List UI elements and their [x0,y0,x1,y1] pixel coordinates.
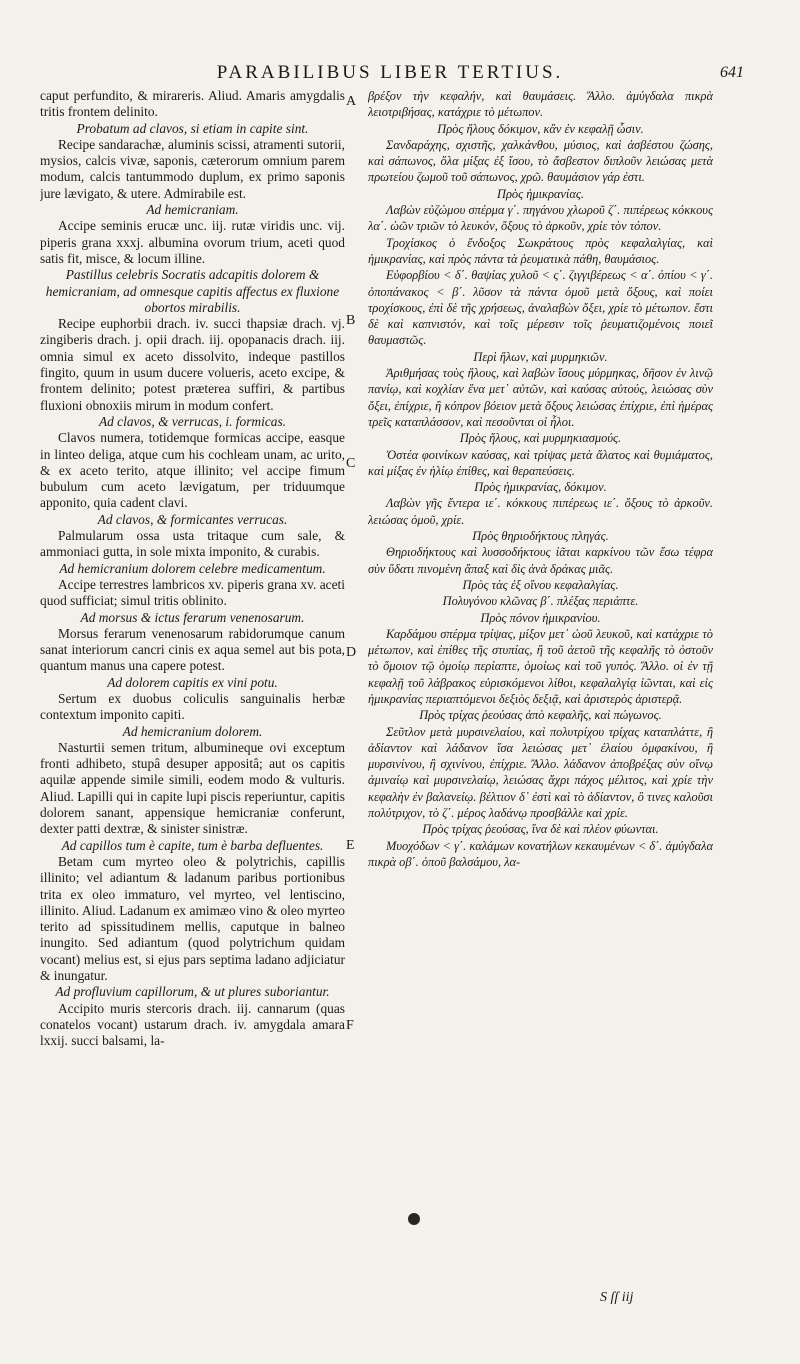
margin-letter-b: B [346,313,356,328]
section-heading: Πολυγόνου κλῶνας β΄. πλέξας περιάπτε. [442,594,639,609]
section-heading: Πρὸς θηριοδήκτους πληγάς. [472,529,609,544]
paragraph: Betam cum myrteo oleo & polytrichis, capillis illinito; vel adiantum & ladanum paribus portionibus trita ex oleo immaturo, vel myrteo, vel lentiscino, illinito. Aliud. Ladanum ex amimæo vino & oleo myrteo terito ad spissitudinem mellis, caputque in balneo inungito. Sed adiantum (quod polytrichum quidam vocant) melius est, si ejus pars septima ladano adjiciatur & inungatur. [40,853,345,984]
section-heading: Πρὸς ἡμικρανίας. [497,186,584,201]
paragraph: Μυοχόδων < γ΄. καλάμων κονατήλων κεκαυμένων < δ΄. ἀμύγδαλα πικρὰ οβ΄. ὀποῦ βαλσάμου, λα- [368,838,713,869]
section-heading: Ad capillos tum è capite, tum è barba defluentes. [61,837,324,853]
paragraph: Τροχίσκος ὁ ἔνδοξος Σωκράτους πρὸς κεφαλαλγίας, καὶ ἡμικρανίας, καὶ πρὸς πάντα τὰ ῥευματικὰ πάθη, θαυμάσιος. [368,235,713,266]
paragraph: Accipe seminis erucæ unc. iij. rutæ viridis unc. vij. piperis grana xxxj. albumina ovorum trium, aceti quod satis fit, misce, & locum illine. [40,218,345,266]
margin-letters [344,88,366,1318]
section-heading: Πρὸς τὰς ἐξ οἴνου κεφαλαλγίας. [462,577,619,592]
ornament-dot [408,1213,420,1225]
paragraph: Morsus ferarum venenosarum rabidorumque canum sanat interiorum cancri cinis ex aqua semel aut bis pota, quantum manus una capere potest. [40,625,345,674]
section-heading: Ad hemicranium dolorem celebre medicamentum. [59,560,326,576]
section-heading: Ad clavos, & formicantes verrucas. [97,511,288,527]
paragraph: Accipe terrestres lambricos xv. piperis grana xv. aceti quod sufficiat; simul tritis oblinito. [40,576,345,609]
paragraph: Clavos numera, totidemque formicas accipe, easque in linteo deliga, atque cum his cochleam unam, ac urito, & ex aceto terito, atque illinito; vel accipe fimum bubulum cum aceto lævigatum, per triduumque apponito, quia cadent clavi. [40,430,345,511]
paragraph: Accipito muris stercoris drach. iij. cannarum (quas conatelos vocant) ustarum drach. iv. amygdala amara lxxij. succi balsami, la- [40,1000,345,1049]
paragraph: Nasturtii semen tritum, albumineque ovi exceptum fronti adhibeto, stupâ desuper appositâ; aut os capitis aquilæ appende simile simili, eodem modo & vulturis. Aliud. Lapilli qui in capite lupi piscis reperiuntur, capitis dolorem sanant, appensique hemicraniæ conferunt, dexter patti dextræ, & sinister sinistræ. [40,739,345,837]
greek-column [368,88,713,1318]
paragraph: Σεῦτλον μετὰ μυρσινελαίου, καὶ πολυτρίχου τρίχας καταπλάττε, ἢ ἀδίαντον καὶ λάδανον ἴσα λειώσας μετ᾽ ἐλαίου ὀμφακίνου, ἢ μυρσινίνου, ἢ σχινίνου, ἐπίχριε. Ἄλλο. λάδανον ἀποβρέξας σὺν οἴνῳ ἀμιναίῳ καὶ μυρσινελαίῳ, λειώσας ἄχρι πάχος μέλιτος, καὶ χρίε τὴν κεφαλὴν ἐν βαλανείῳ. βέλτιον δ᾽ ἐστὶ καὶ τὸ ἀδίαντον, ὃ τινες καλοῦσι πολύτριχον, τὸ ζ΄. μέρος λαδάνῳ προσβάλλε καὶ χρίε. [368,724,713,821]
margin-letter-f: F [346,1018,354,1033]
paragraph: Recipe sandarachæ, aluminis scissi, atramenti sutorii, mysios, calcis vivæ, saponis, cæterorum omnium parem modum, calcis tantummodo duplum, ex primo saponis jure lævigato, & utere. Admirabile est. [40,136,345,201]
section-heading: Πρὸς ἥλους, καὶ μυρμηκιασμούς. [459,431,622,446]
section-heading: Ad hemicraniam. [146,202,239,218]
section-heading: Πρὸς πόνον ἡμικρανίου. [480,610,601,625]
section-heading: Probatum ad clavos, si etiam in capite sint. [76,120,309,136]
paragraph: Θηριοδήκτους καὶ λυσσοδήκτους ἰᾶται καρκίνου τῶν ἔσω τέφρα σὺν ὕδατι πινομένη ἅπαξ καὶ δὶς ἀνὰ δράκας μιᾶς. [368,545,713,576]
section-heading: Πρὸς ἡμικρανίας, δόκιμον. [474,480,607,495]
paragraph: Λαβὼν εὐζώμου σπέρμα γ΄. πηγάνου χλωροῦ ζ΄. πιπέρεως κόκκους λα΄. ὠῶν τριῶν τὸ λευκόν, ὄξους τὸ ἀρκοῦν, χρίε τὸν τόπον. [368,203,713,234]
paragraph: Sertum ex duobus coliculis sanguinalis herbæ contextum imponito capiti. [40,690,345,723]
signature-mark: S ſſ iij [600,1290,634,1305]
paragraph: Palmularum ossa usta tritaque cum sale, & ammoniaci gutta, in sole mixta imponito, & curabis. [40,528,345,560]
paragraph: Σανδαράχης, σχιστῆς, χαλκάνθου, μύσιος, καὶ ἀσβέστου ζώσης, καὶ σάπωνος, ὅλα μίξας ἐξ ἴσου, τὸ ἄσβεστον διπλοῦν λειώσας μετὰ πρωτείου ζωμοῦ τοῦ σάπωνος, χρῶ. θαυμάσιον γάρ ἐστι. [368,137,713,185]
margin-letter-a: A [346,94,357,109]
margin-letter-d: D [346,645,357,660]
section-heading: Πρὸς τρίχας ῥεούσας ἀπὸ κεφαλῆς, καὶ πώγωνος. [419,708,662,723]
section-heading: Ad morsus & ictus ferarum venenosarum. [80,609,305,625]
section-heading: Πρὸς ἥλους δόκιμον, κἂν ἐν κεφαλῇ ὦσιν. [437,121,644,136]
margin-letter-e: E [346,838,355,853]
paragraph: Εὐφορβίου < δ΄. θαψίας χυλοῦ < ς΄. ζιγγιβέρεως < α΄. ὀπίου < γ΄. ὀποπάνακος < β΄. λῦσον τὰ πάντα ὁμοῦ μετὰ ὄξους, καὶ ποίει τροχίσκους, ἐπὶ δὲ τῆς χρήσεως, ἀναλαβὼν ὄξει, χρίε τὸ μέτωπον. ἔστι δὲ καὶ καπνιστόν, καὶ τοῖς μέρεσιν τοῖς ῥευματιζομένοις ποιεῖ θαυμαστῶς. [368,268,713,348]
paragraph: Ὀστέα φοινίκων καύσας, καὶ τρίψας μετὰ ἅλατος καὶ θυμιάματος, καὶ μίξας ἐν ἡλίῳ ἐπίθες, καὶ θεραπεύσεις. [368,447,713,478]
section-heading: Ad hemicranium dolorem. [122,723,263,739]
running-title: PARABILIBUS LIBER TERTIUS. [216,62,564,83]
paragraph: Λαβὼν γῆς ἔντερα ιε΄. κόκκους πιπέρεως ιε΄. ὄξους τὸ ἀρκοῦν. λειώσας ὁμοῦ, χρίε. [368,496,713,527]
page-number: 641 [720,64,744,81]
paragraph: caput perfundito, & mirareris. Aliud. Amaris amygdalis tritis frontem delinito. [40,88,345,120]
section-heading: Ad profluvium capillorum, & ut plures suboriantur. [55,984,330,1000]
section-heading: Περὶ ἥλων, καὶ μυρμηκιῶν. [473,349,608,364]
section-heading: Pastillus celebris Socratis adcapitis dolorem & hemicraniam, ad omnesque capitis affectus ex fluxione obortos mirabilis. [45,267,340,315]
paragraph: Καρδάμου σπέρμα τρίψας, μίξον μετ᾽ ὠοῦ λευκοῦ, καὶ κατάχριε τὸ μέτωπον, καὶ ἐπίθες τῆς στυπίας, ἢ τοῦ ἀετοῦ τῆς κεφαλῆς τὸ ὀστοῦν τὸ ὅμοιον τῷ ὁμοίῳ περίαπτε, ὁμοίως καὶ τοῦ γυπός. Ἄλλο. οἱ ἐν τῇ κεφαλῇ τοῦ λάβρακος εὑρισκόμενοι λίθοι, κεφαλαλγίᾳ ἰῶνται, καὶ εἰς ἡμικρανίας περιαπτόμενοι δεξιὸς δεξιᾷ, καὶ ἀριστερὸς ἀριστερᾷ. [368,626,713,706]
latin-column [40,88,345,1318]
paragraph: Recipe euphorbii drach. iv. succi thapsiæ drach. vj. zingiberis drach. j. opii drach. iij. opopanacis drach. iij. omnia simul ex aceto dissolvito, indeque pastillos fingito, quum in usum ducere volueris, aceto excipe, & frontem delinito; potest præterea suffiri, & partibus fluxioni obnoxiis mirum in modum confert. [40,316,345,413]
paragraph: βρέξον τὴν κεφαλήν, καὶ θαυμάσεις. Ἄλλο. ἀμύγδαλα πικρὰ λειοτριβήσας, κατάχριε τὸ μέτωπον. [368,89,713,120]
section-heading: Ad dolorem capitis ex vini potu. [107,674,278,690]
section-heading: Πρὸς τρίχας ῥεούσας, ἵνα δὲ καὶ πλέον φύωνται. [422,822,659,837]
margin-letter-c: C [346,456,356,471]
section-heading: Ad clavos, & verrucas, i. formicas. [98,413,287,429]
running-head [0,62,800,84]
paragraph: Ἀριθμήσας τοὺς ἥλους, καὶ λαβὼν ἴσους μύρμηκας, δῆσον ἐν λινῷ πανίῳ, καὶ κοχλίαν ἕνα μετ᾽ αὐτῶν, καὶ καύσας αὐτούς, λειώσας σὺν ὄξει, ἐπίχριε, ἢ κόπρον βόειον μετὰ ὄξους λειώσας ἐπίχριε, ἐπὶ ἡμέρας τρεῖς καταπλάσσον, καὶ πεσοῦνται οἱ ἧλοι. [368,366,713,429]
